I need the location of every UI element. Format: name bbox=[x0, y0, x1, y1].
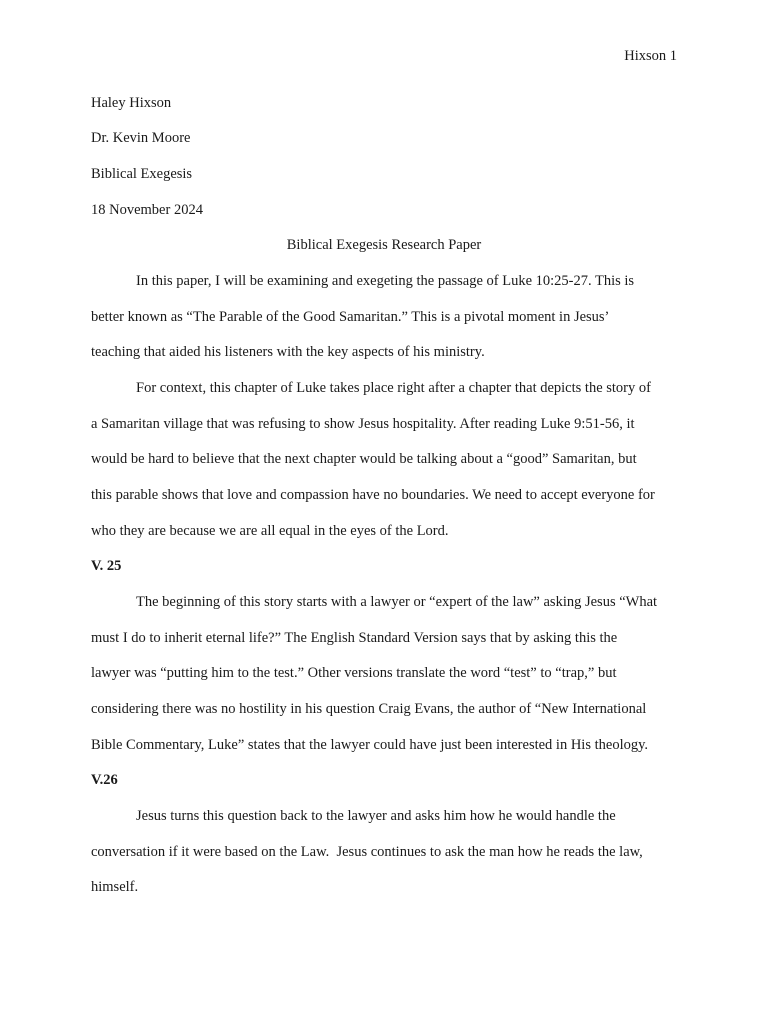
date: 18 November 2024 bbox=[91, 202, 203, 218]
paragraph-line: considering there was no hostility in his question Craig Evans, the author of “New International bbox=[91, 701, 647, 717]
author-name: Haley Hixson bbox=[91, 95, 172, 111]
paragraph-line: must I do to inherit eternal life?” The English Standard Version says that by asking this the bbox=[91, 630, 618, 646]
paragraph-line: a Samaritan village that was refusing to show Jesus hospitality. After reading Luke 9:51-56, it bbox=[91, 416, 635, 432]
section-heading-v26: V.26 bbox=[91, 772, 118, 788]
paragraph-line: Jesus turns this question back to the lawyer and asks him how he would handle the bbox=[136, 808, 616, 824]
paragraph-line: conversation if it were based on the Law. Jesus continues to ask the man how he reads the law, bbox=[91, 844, 643, 860]
paragraph-line: himself. bbox=[91, 879, 139, 895]
paragraph-line: this parable shows that love and compassion have no boundaries. We need to accept everyone for bbox=[91, 487, 655, 503]
paragraph-line: Bible Commentary, Luke” states that the lawyer could have just been interested in His theology. bbox=[91, 737, 649, 753]
paragraph-line: The beginning of this story starts with a lawyer or “expert of the law” asking Jesus “What bbox=[136, 594, 658, 610]
paper-title: Biblical Exegesis Research Paper bbox=[286, 237, 482, 253]
paragraph-line: would be hard to believe that the next chapter would be talking about a “good” Samaritan, but bbox=[91, 451, 637, 467]
paragraph-line: For context, this chapter of Luke takes place right after a chapter that depicts the story of bbox=[136, 380, 651, 396]
course-name: Biblical Exegesis bbox=[91, 166, 193, 182]
paragraph-line: teaching that aided his listeners with the key aspects of his ministry. bbox=[91, 344, 485, 360]
instructor-name: Dr. Kevin Moore bbox=[91, 130, 191, 146]
paragraph-line: better known as “The Parable of the Good Samaritan.” This is a pivotal moment in Jesus’ bbox=[91, 309, 610, 325]
paragraph-line: who they are because we are all equal in the eyes of the Lord. bbox=[91, 523, 449, 539]
section-heading-v25: V. 25 bbox=[91, 558, 122, 574]
paragraph-line: lawyer was “putting him to the test.” Other versions translate the word “test” to “trap,” but bbox=[91, 665, 617, 681]
running-head: Hixson 1 bbox=[624, 48, 677, 64]
paragraph-line: In this paper, I will be examining and exegeting the passage of Luke 10:25-27. This is bbox=[136, 273, 635, 289]
